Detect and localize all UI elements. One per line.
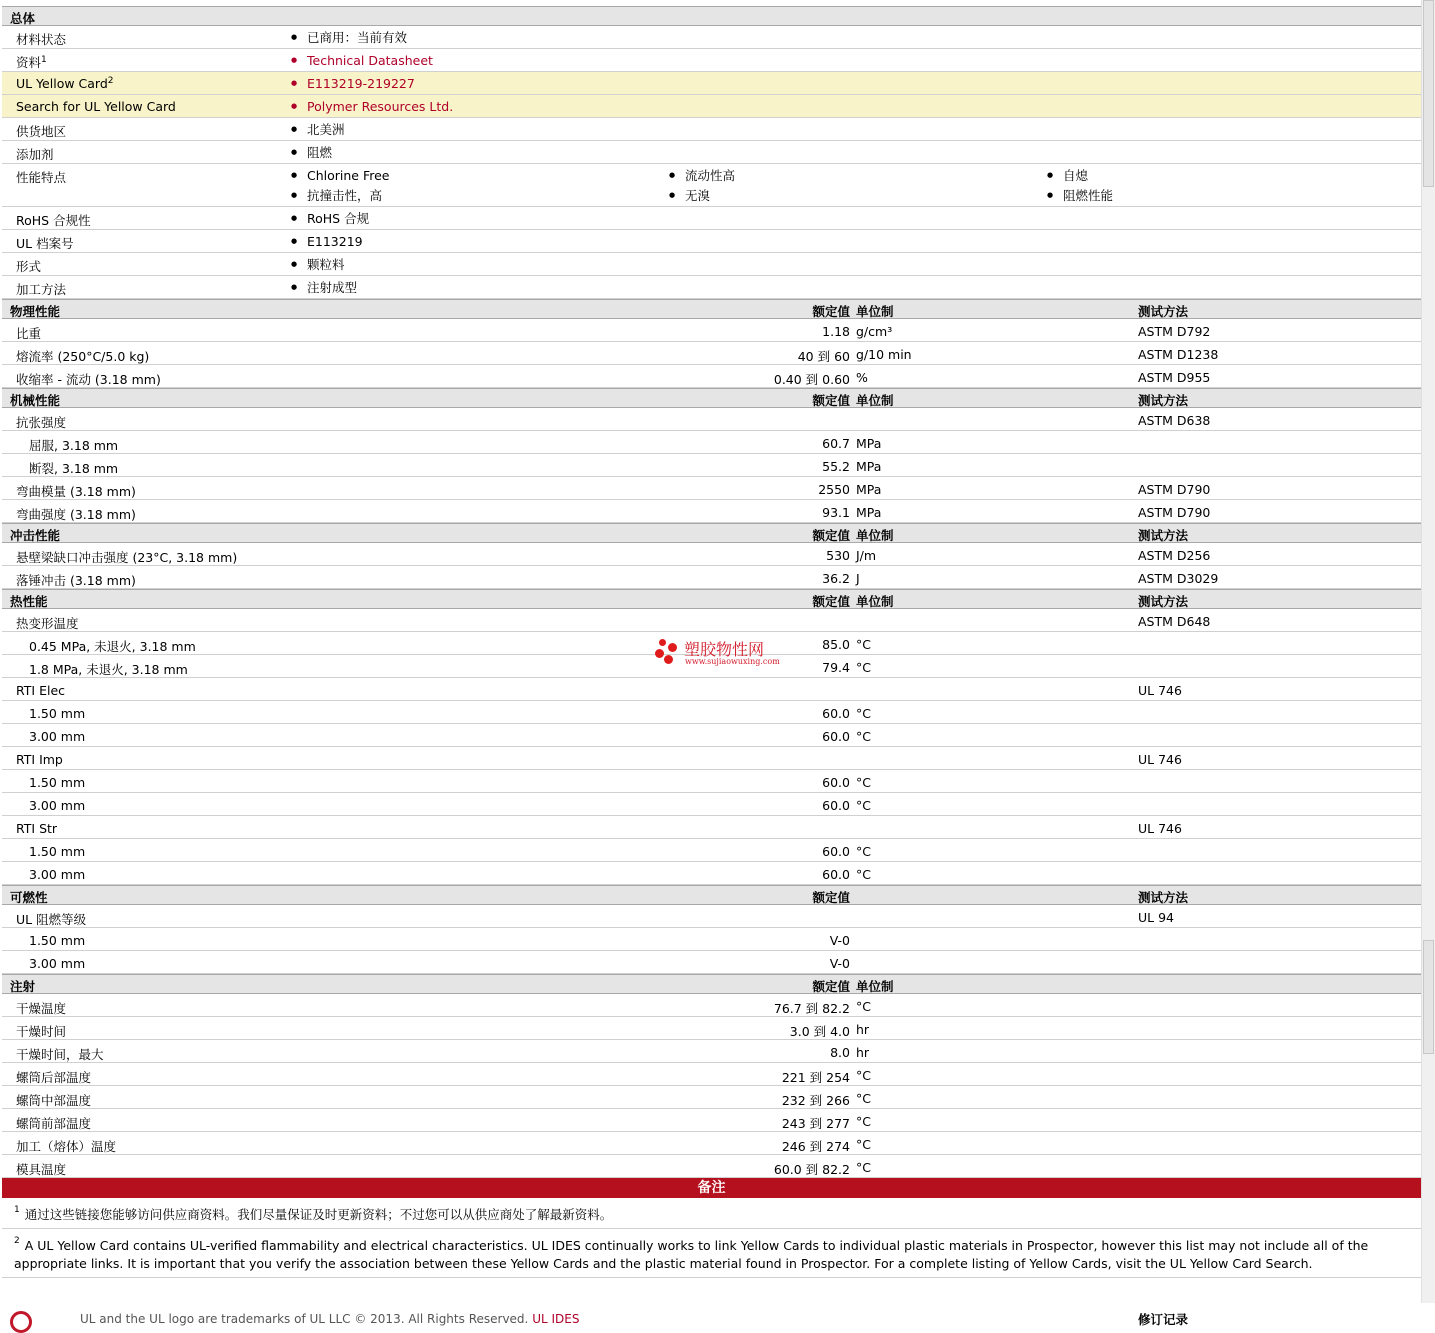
value-item: ● 注射成型 — [287, 280, 1421, 300]
property-row — [2, 408, 1421, 431]
unit: MPa — [856, 436, 882, 451]
nominal-value: 3.0 到 4.0 — [789, 1024, 850, 1039]
row-label — [16, 76, 114, 91]
row-label — [16, 122, 66, 140]
property-row — [2, 1155, 1421, 1178]
value-link[interactable]: ● Technical Datasheet — [287, 53, 1421, 73]
property-label: 1.50 mm — [29, 706, 86, 721]
column-nominal-header: 额定值 — [812, 890, 850, 905]
general-row — [2, 141, 1421, 164]
footnote-number: 2 — [14, 1236, 20, 1247]
general-row — [2, 95, 1421, 118]
test-method: ASTM D1238 — [1138, 347, 1219, 362]
property-label: 落锤冲击 (3.18 mm) — [16, 573, 136, 588]
row-label-text: UL Yellow Card — [16, 76, 108, 92]
test-method: ASTM D648 — [1138, 614, 1211, 629]
property-row — [2, 477, 1421, 500]
property-row — [2, 701, 1421, 724]
column-nominal-header: 额定值 — [812, 304, 850, 319]
property-label: RTI Imp — [16, 752, 63, 767]
unit: °C — [856, 798, 871, 813]
row-label-text: RoHS 合规性 — [16, 213, 91, 228]
property-row — [2, 994, 1421, 1017]
property-row — [2, 1086, 1421, 1109]
section-title: 热性能 — [10, 594, 48, 609]
column-unit-header: 单位制 — [856, 528, 894, 543]
property-label: 加工（熔体）温度 — [16, 1139, 117, 1154]
property-label: 螺筒中部温度 — [16, 1093, 92, 1108]
property-label: 0.45 MPa, 未退火, 3.18 mm — [29, 639, 196, 654]
row-values — [287, 122, 1421, 142]
property-label: 抗张强度 — [16, 415, 67, 430]
ul-ides-link[interactable]: UL IDES — [532, 1312, 580, 1327]
general-row — [2, 276, 1421, 299]
unit: MPa — [856, 505, 882, 520]
property-label: 断裂, 3.18 mm — [29, 461, 119, 476]
property-row — [2, 454, 1421, 477]
row-label-text: UL 档案号 — [16, 236, 74, 251]
row-label — [16, 145, 54, 163]
unit: °C — [856, 1114, 871, 1129]
row-values — [287, 257, 1421, 277]
nominal-value: 8.0 — [830, 1045, 850, 1060]
section-header-general — [2, 6, 1421, 26]
nominal-value: 60.7 — [822, 436, 850, 451]
nominal-value: 60.0 — [822, 844, 850, 859]
property-row — [2, 500, 1421, 523]
section-title: 物理性能 — [10, 304, 61, 319]
nominal-value: 246 到 274 — [781, 1139, 850, 1154]
row-label-text: 形式 — [16, 259, 42, 274]
section-title: 机械性能 — [10, 393, 61, 408]
copyright-text: UL and the UL logo are trademarks of UL LLC © 2013. All Rights Reserved. — [80, 1312, 529, 1327]
property-label: 熔流率 (250°C/5.0 kg) — [16, 349, 150, 364]
unit: MPa — [856, 459, 882, 474]
watermark-url: www.sujiaowuxing.com — [685, 657, 780, 666]
unit: °C — [856, 637, 871, 652]
value-item: ● 已商用：当前有效 — [287, 30, 1421, 50]
ul-logo — [10, 1311, 32, 1333]
footnote-ref: 1 — [41, 54, 47, 65]
value-link[interactable]: ● E113219-219227 — [287, 76, 1421, 96]
unit: °C — [856, 1160, 871, 1175]
property-row — [2, 724, 1421, 747]
test-method: ASTM D638 — [1138, 413, 1211, 428]
value-item: ● 无溴 — [665, 188, 1043, 208]
unit: °C — [856, 1091, 871, 1106]
page-footer — [2, 1278, 1421, 1328]
column-nominal-header: 额定值 — [812, 393, 850, 408]
property-label: 3.00 mm — [29, 729, 86, 744]
property-row — [2, 793, 1421, 816]
property-label: 收缩率 - 流动 (3.18 mm) — [16, 372, 161, 387]
unit: °C — [856, 775, 871, 790]
nominal-value: 60.0 — [822, 867, 850, 882]
nominal-value: 85.0 — [822, 637, 850, 652]
section-header — [2, 299, 1421, 319]
property-row — [2, 319, 1421, 342]
value-item: ● 流动性高 — [665, 168, 1043, 188]
nominal-value: 76.7 到 82.2 — [773, 1001, 850, 1016]
nominal-value: 530 — [826, 548, 850, 563]
property-row — [2, 1063, 1421, 1086]
test-method: ASTM D955 — [1138, 370, 1211, 385]
property-label: 3.00 mm — [29, 956, 86, 971]
value-item: ● 阻燃 — [287, 145, 1421, 165]
row-values — [287, 145, 1421, 165]
scrollbar-thumb[interactable] — [1423, 940, 1434, 1054]
property-row — [2, 1132, 1421, 1155]
property-label: 3.00 mm — [29, 867, 86, 882]
column-method-header: 测试方法 — [1138, 393, 1189, 408]
unit: g/10 min — [856, 347, 912, 362]
notes-banner: 备注 — [2, 1178, 1421, 1198]
section-title: 注射 — [10, 979, 36, 994]
row-label — [16, 30, 66, 48]
value-item: ● 抗撞击性，高 — [287, 188, 665, 208]
value-item: ● 北美洲 — [287, 122, 1421, 142]
row-values — [287, 53, 1421, 73]
section-header — [2, 589, 1421, 609]
property-row — [2, 747, 1421, 770]
property-row — [2, 770, 1421, 793]
property-label: 热变形温度 — [16, 616, 79, 631]
property-row — [2, 816, 1421, 839]
nominal-value: 1.18 — [822, 324, 850, 339]
column-unit-header: 单位制 — [856, 979, 894, 994]
test-method: UL 94 — [1138, 910, 1174, 925]
property-label: 弯曲模量 (3.18 mm) — [16, 484, 136, 499]
nominal-value: 243 到 277 — [781, 1116, 850, 1131]
test-method: ASTM D790 — [1138, 505, 1211, 520]
property-row — [2, 566, 1421, 589]
unit: °C — [856, 706, 871, 721]
unit: °C — [856, 867, 871, 882]
property-label: 1.50 mm — [29, 933, 86, 948]
row-label-text: 添加剂 — [16, 147, 54, 162]
row-values — [287, 99, 1421, 119]
nominal-value: 36.2 — [822, 571, 850, 586]
value-item: ● 自熄 — [1043, 168, 1421, 188]
row-label — [16, 53, 47, 71]
row-values — [287, 234, 1421, 254]
property-label: UL 阻燃等级 — [16, 912, 87, 927]
test-method: ASTM D792 — [1138, 324, 1211, 339]
unit: MPa — [856, 482, 882, 497]
general-row — [2, 253, 1421, 276]
general-row — [2, 118, 1421, 141]
property-label: 比重 — [16, 326, 42, 341]
row-label-text: 资料 — [16, 55, 42, 70]
property-row — [2, 543, 1421, 566]
property-row — [2, 951, 1421, 974]
row-label-text: 供货地区 — [16, 124, 67, 139]
general-row — [2, 207, 1421, 230]
nominal-value: 60.0 — [822, 729, 850, 744]
property-row — [2, 1109, 1421, 1132]
row-label-text: 加工方法 — [16, 282, 67, 297]
test-method: UL 746 — [1138, 752, 1182, 767]
row-label-text: 材料状态 — [16, 32, 67, 47]
nominal-value: 60.0 — [822, 775, 850, 790]
property-row — [2, 365, 1421, 388]
property-label: 干燥时间 — [16, 1024, 67, 1039]
column-nominal-header: 额定值 — [812, 528, 850, 543]
test-method: ASTM D256 — [1138, 548, 1211, 563]
nominal-value: 40 到 60 — [797, 349, 850, 364]
property-row — [2, 862, 1421, 885]
unit: hr — [856, 1045, 870, 1060]
value-item: ● RoHS 合规 — [287, 211, 1421, 231]
row-values — [287, 280, 1421, 300]
watermark-logo — [654, 637, 794, 671]
property-label: 干燥时间，最大 — [16, 1047, 104, 1062]
row-label — [16, 280, 66, 298]
general-row — [2, 164, 1421, 207]
column-unit-header: 单位制 — [856, 304, 894, 319]
property-row — [2, 1040, 1421, 1063]
footnote-text: A UL Yellow Card contains UL-verified flammability and electrical characteristics. UL IDES continually works to link Yellow Cards to individual plastic materials in Prospector, however this list may not include all of the appropriate links. It is important that you verify the association between these Yellow Cards and the plastic material found in Prospector. For a complete listing of Yellow Cards, visit the UL Yellow Card Search. — [14, 1238, 1369, 1272]
column-method-header: 测试方法 — [1138, 890, 1189, 905]
section-title: 冲击性能 — [10, 528, 61, 543]
general-row — [2, 72, 1421, 95]
nominal-value: 93.1 — [822, 505, 850, 520]
nominal-value: 0.40 到 0.60 — [773, 372, 850, 387]
column-unit-header: 单位制 — [856, 393, 894, 408]
unit: J — [856, 571, 860, 586]
row-label — [16, 99, 176, 114]
test-method: UL 746 — [1138, 683, 1182, 698]
footnote-ref: 2 — [107, 76, 114, 86]
value-link[interactable]: ● Polymer Resources Ltd. — [287, 99, 1421, 119]
scrollbar-thumb[interactable] — [1423, 0, 1434, 187]
nominal-value: 60.0 — [822, 798, 850, 813]
footer-text — [80, 1312, 579, 1326]
test-method: UL 746 — [1138, 821, 1182, 836]
property-label: 1.50 mm — [29, 844, 86, 859]
footnote — [2, 1198, 1421, 1229]
property-row — [2, 839, 1421, 862]
row-label-text: 性能特点 — [16, 170, 67, 185]
column-nominal-header: 额定值 — [812, 594, 850, 609]
property-row — [2, 678, 1421, 701]
column-nominal-header: 额定值 — [812, 979, 850, 994]
unit: °C — [856, 1068, 871, 1083]
value-item: ● 颗粒料 — [287, 257, 1421, 277]
value-item: ● E113219 — [287, 234, 1421, 254]
test-method: ASTM D3029 — [1138, 571, 1219, 586]
nominal-value: V-0 — [829, 956, 850, 971]
row-label — [16, 234, 74, 252]
section-title: 总体 — [10, 11, 36, 26]
general-row — [2, 26, 1421, 49]
property-label: 螺筒后部温度 — [16, 1070, 92, 1085]
property-label: 模具温度 — [16, 1162, 67, 1177]
property-label: 悬壁梁缺口冲击强度 (23°C, 3.18 mm) — [16, 550, 238, 565]
general-row — [2, 49, 1421, 72]
revision-history-header: 修订记录 — [1138, 1312, 1189, 1328]
section-header — [2, 885, 1421, 905]
unit: % — [856, 370, 868, 385]
nominal-value: 60.0 到 82.2 — [773, 1162, 850, 1177]
column-method-header: 测试方法 — [1138, 304, 1189, 319]
footnote-number: 1 — [14, 1205, 20, 1215]
unit: °C — [856, 660, 871, 675]
section-header — [2, 974, 1421, 994]
property-row — [2, 1017, 1421, 1040]
nominal-value: 79.4 — [822, 660, 850, 675]
property-label: RTI Elec — [16, 683, 66, 698]
unit: g/cm³ — [856, 324, 893, 339]
section-title: 可燃性 — [10, 890, 48, 905]
unit: °C — [856, 999, 871, 1014]
footnote — [2, 1229, 1421, 1278]
property-label: 3.00 mm — [29, 798, 86, 813]
value-item: ● Chlorine Free — [287, 168, 665, 188]
footnote-text: 通过这些链接您能够访问供应商资料。我们尽量保证及时更新资料；不过您可以从供应商处了解最新资料。 — [24, 1207, 613, 1223]
property-label: 干燥温度 — [16, 1001, 67, 1016]
nominal-value: 60.0 — [822, 706, 850, 721]
watermark-text: 塑胶物性网 — [684, 640, 765, 659]
property-row — [2, 609, 1421, 632]
row-values — [287, 211, 1421, 231]
row-values — [287, 30, 1421, 50]
property-label: RTI Str — [16, 821, 58, 836]
row-label-text: Search for UL Yellow Card — [16, 99, 176, 114]
property-row — [2, 342, 1421, 365]
nominal-value: 221 到 254 — [781, 1070, 850, 1085]
nominal-value: 2550 — [818, 482, 850, 497]
unit: °C — [856, 844, 871, 859]
unit: °C — [856, 729, 871, 744]
nominal-value: 55.2 — [822, 459, 850, 474]
property-row — [2, 905, 1421, 928]
unit: hr — [856, 1022, 870, 1037]
property-label: 1.8 MPa, 未退火, 3.18 mm — [29, 662, 188, 677]
row-label — [16, 257, 41, 275]
nominal-value: 232 到 266 — [781, 1093, 850, 1108]
property-label: 螺筒前部温度 — [16, 1116, 92, 1131]
value-item: ● 阻燃性能 — [1043, 188, 1421, 208]
general-row — [2, 230, 1421, 253]
row-values — [287, 168, 1421, 208]
test-method: ASTM D790 — [1138, 482, 1211, 497]
property-label: 弯曲强度 (3.18 mm) — [16, 507, 136, 522]
section-header — [2, 523, 1421, 543]
vertical-scrollbar[interactable] — [1421, 0, 1435, 1303]
column-method-header: 测试方法 — [1138, 594, 1189, 609]
row-values — [287, 76, 1421, 96]
unit: °C — [856, 1137, 871, 1152]
unit: J/m — [856, 548, 877, 563]
column-method-header: 测试方法 — [1138, 528, 1189, 543]
row-label — [16, 211, 91, 229]
property-row — [2, 431, 1421, 454]
property-label: 1.50 mm — [29, 775, 86, 790]
nominal-value: V-0 — [829, 933, 850, 948]
property-label: 屈服, 3.18 mm — [29, 438, 119, 453]
column-unit-header: 单位制 — [856, 594, 894, 609]
property-row — [2, 928, 1421, 951]
row-label — [16, 168, 66, 186]
section-header — [2, 388, 1421, 408]
